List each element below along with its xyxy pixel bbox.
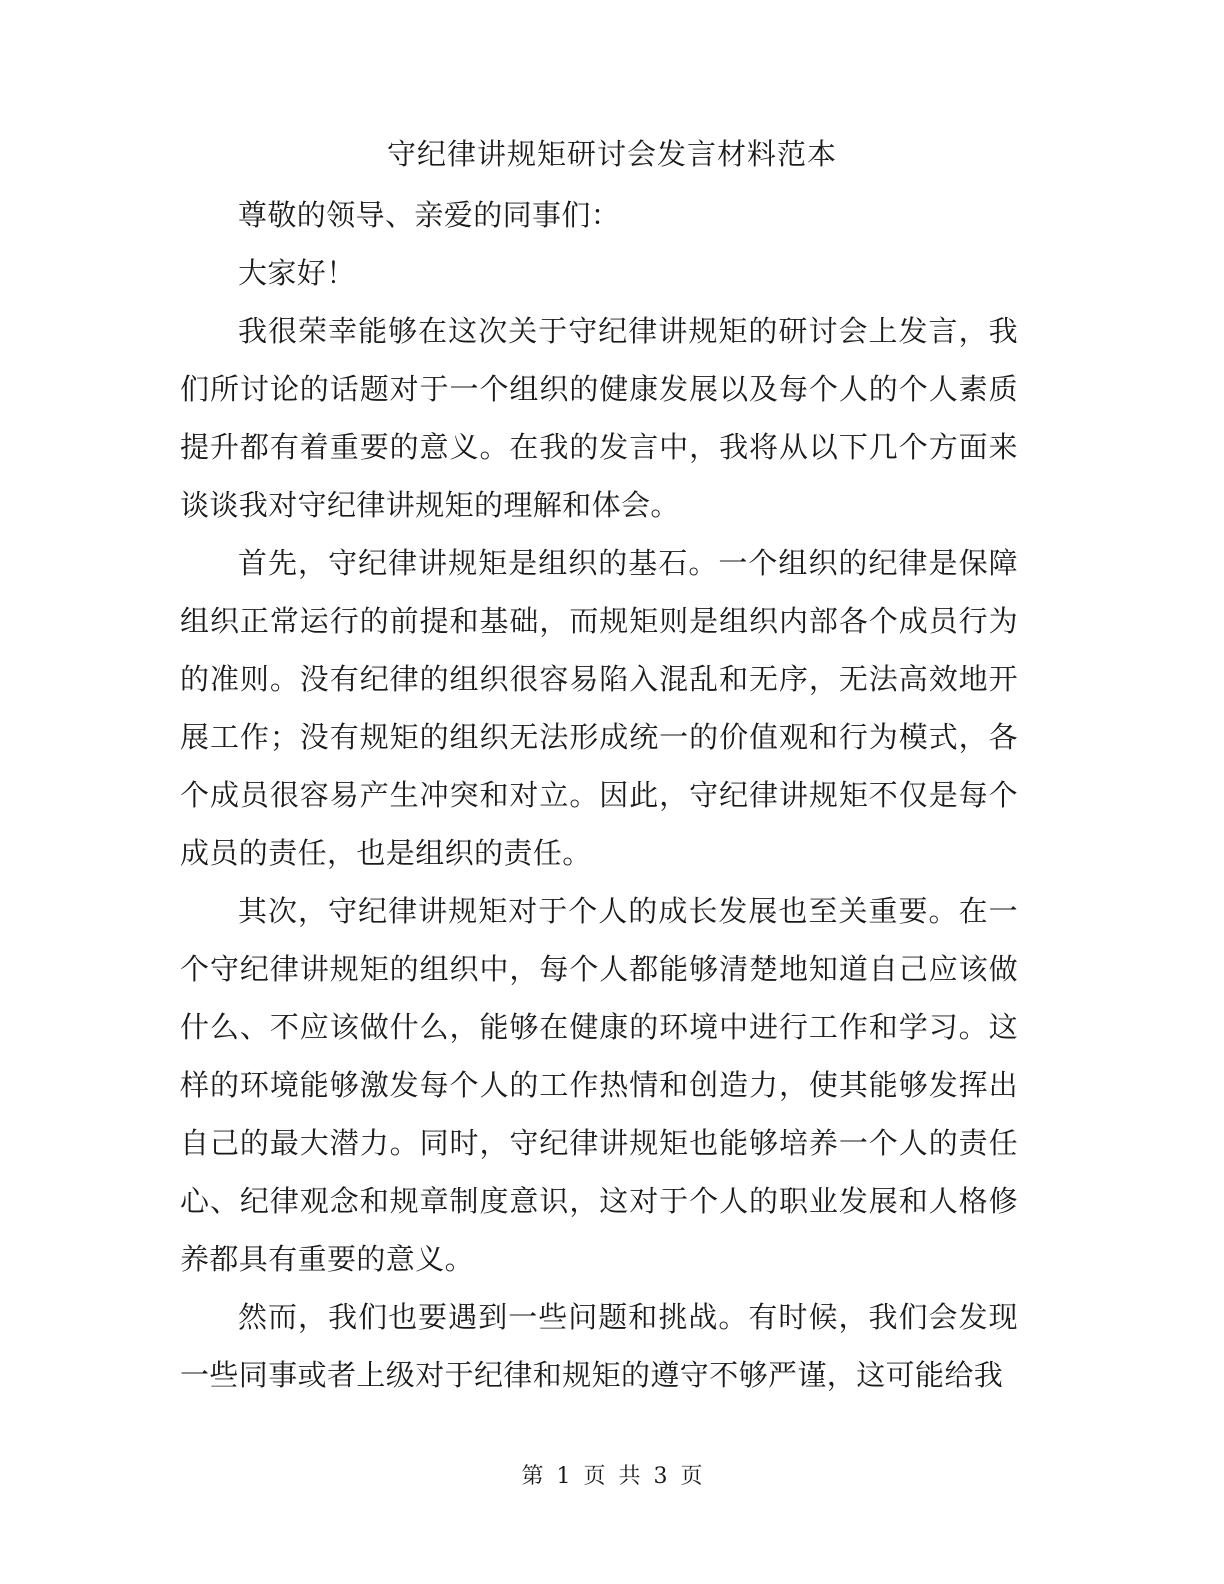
document-body xyxy=(180,186,1018,1404)
page-number-footer: 第 1 页 共 3 页 xyxy=(521,1464,703,1489)
intro-paragraph: 我很荣幸能够在这次关于守纪律讲规矩的研讨会上发言，我们所讨论的话题对于一个组织的健康发展以及每个人的个人素质提升都有着重要的意义。在我的发言中，我将从以下几个方面来谈谈我对守纪律讲规矩的理解和体会。 xyxy=(180,314,1018,522)
first-point-paragraph: 首先，守纪律讲规矩是组织的基石。一个组织的纪律是保障组织正常运行的前提和基础，而规矩则是组织内部各个成员行为的准则。没有纪律的组织很容易陷入混乱和无序，无法高效地开展工作；没有规矩的组织无法形成统一的价值观和行为模式，各个成员很容易产生冲突和对立。因此，守纪律讲规矩不仅是每个成员的责任，也是组织的责任。 xyxy=(180,546,1018,870)
document-title: 守纪律讲规矩研讨会发言材料范本 xyxy=(386,137,837,171)
challenges-paragraph: 然而，我们也要遇到一些问题和挑战。有时候，我们会发现一些同事或者上级对于纪律和规矩的遵守不够严谨，这可能给我 xyxy=(180,1300,1018,1392)
greeting-paragraph: 大家好！ xyxy=(238,256,356,290)
salutation-paragraph: 尊敬的领导、亲爱的同事们： xyxy=(238,198,621,232)
second-point-paragraph: 其次，守纪律讲规矩对于个人的成长发展也至关重要。在一个守纪律讲规矩的组织中，每个人都能够清楚地知道自己应该做什么、不应该做什么，能够在健康的环境中进行工作和学习。这样的环境能够激发每个人的工作热情和创造力，使其能够发挥出自己的最大潜力。同时，守纪律讲规矩也能够培养一个人的责任心、纪律观念和规章制度意识，这对于个人的职业发展和人格修养都具有重要的意义。 xyxy=(180,894,1018,1276)
